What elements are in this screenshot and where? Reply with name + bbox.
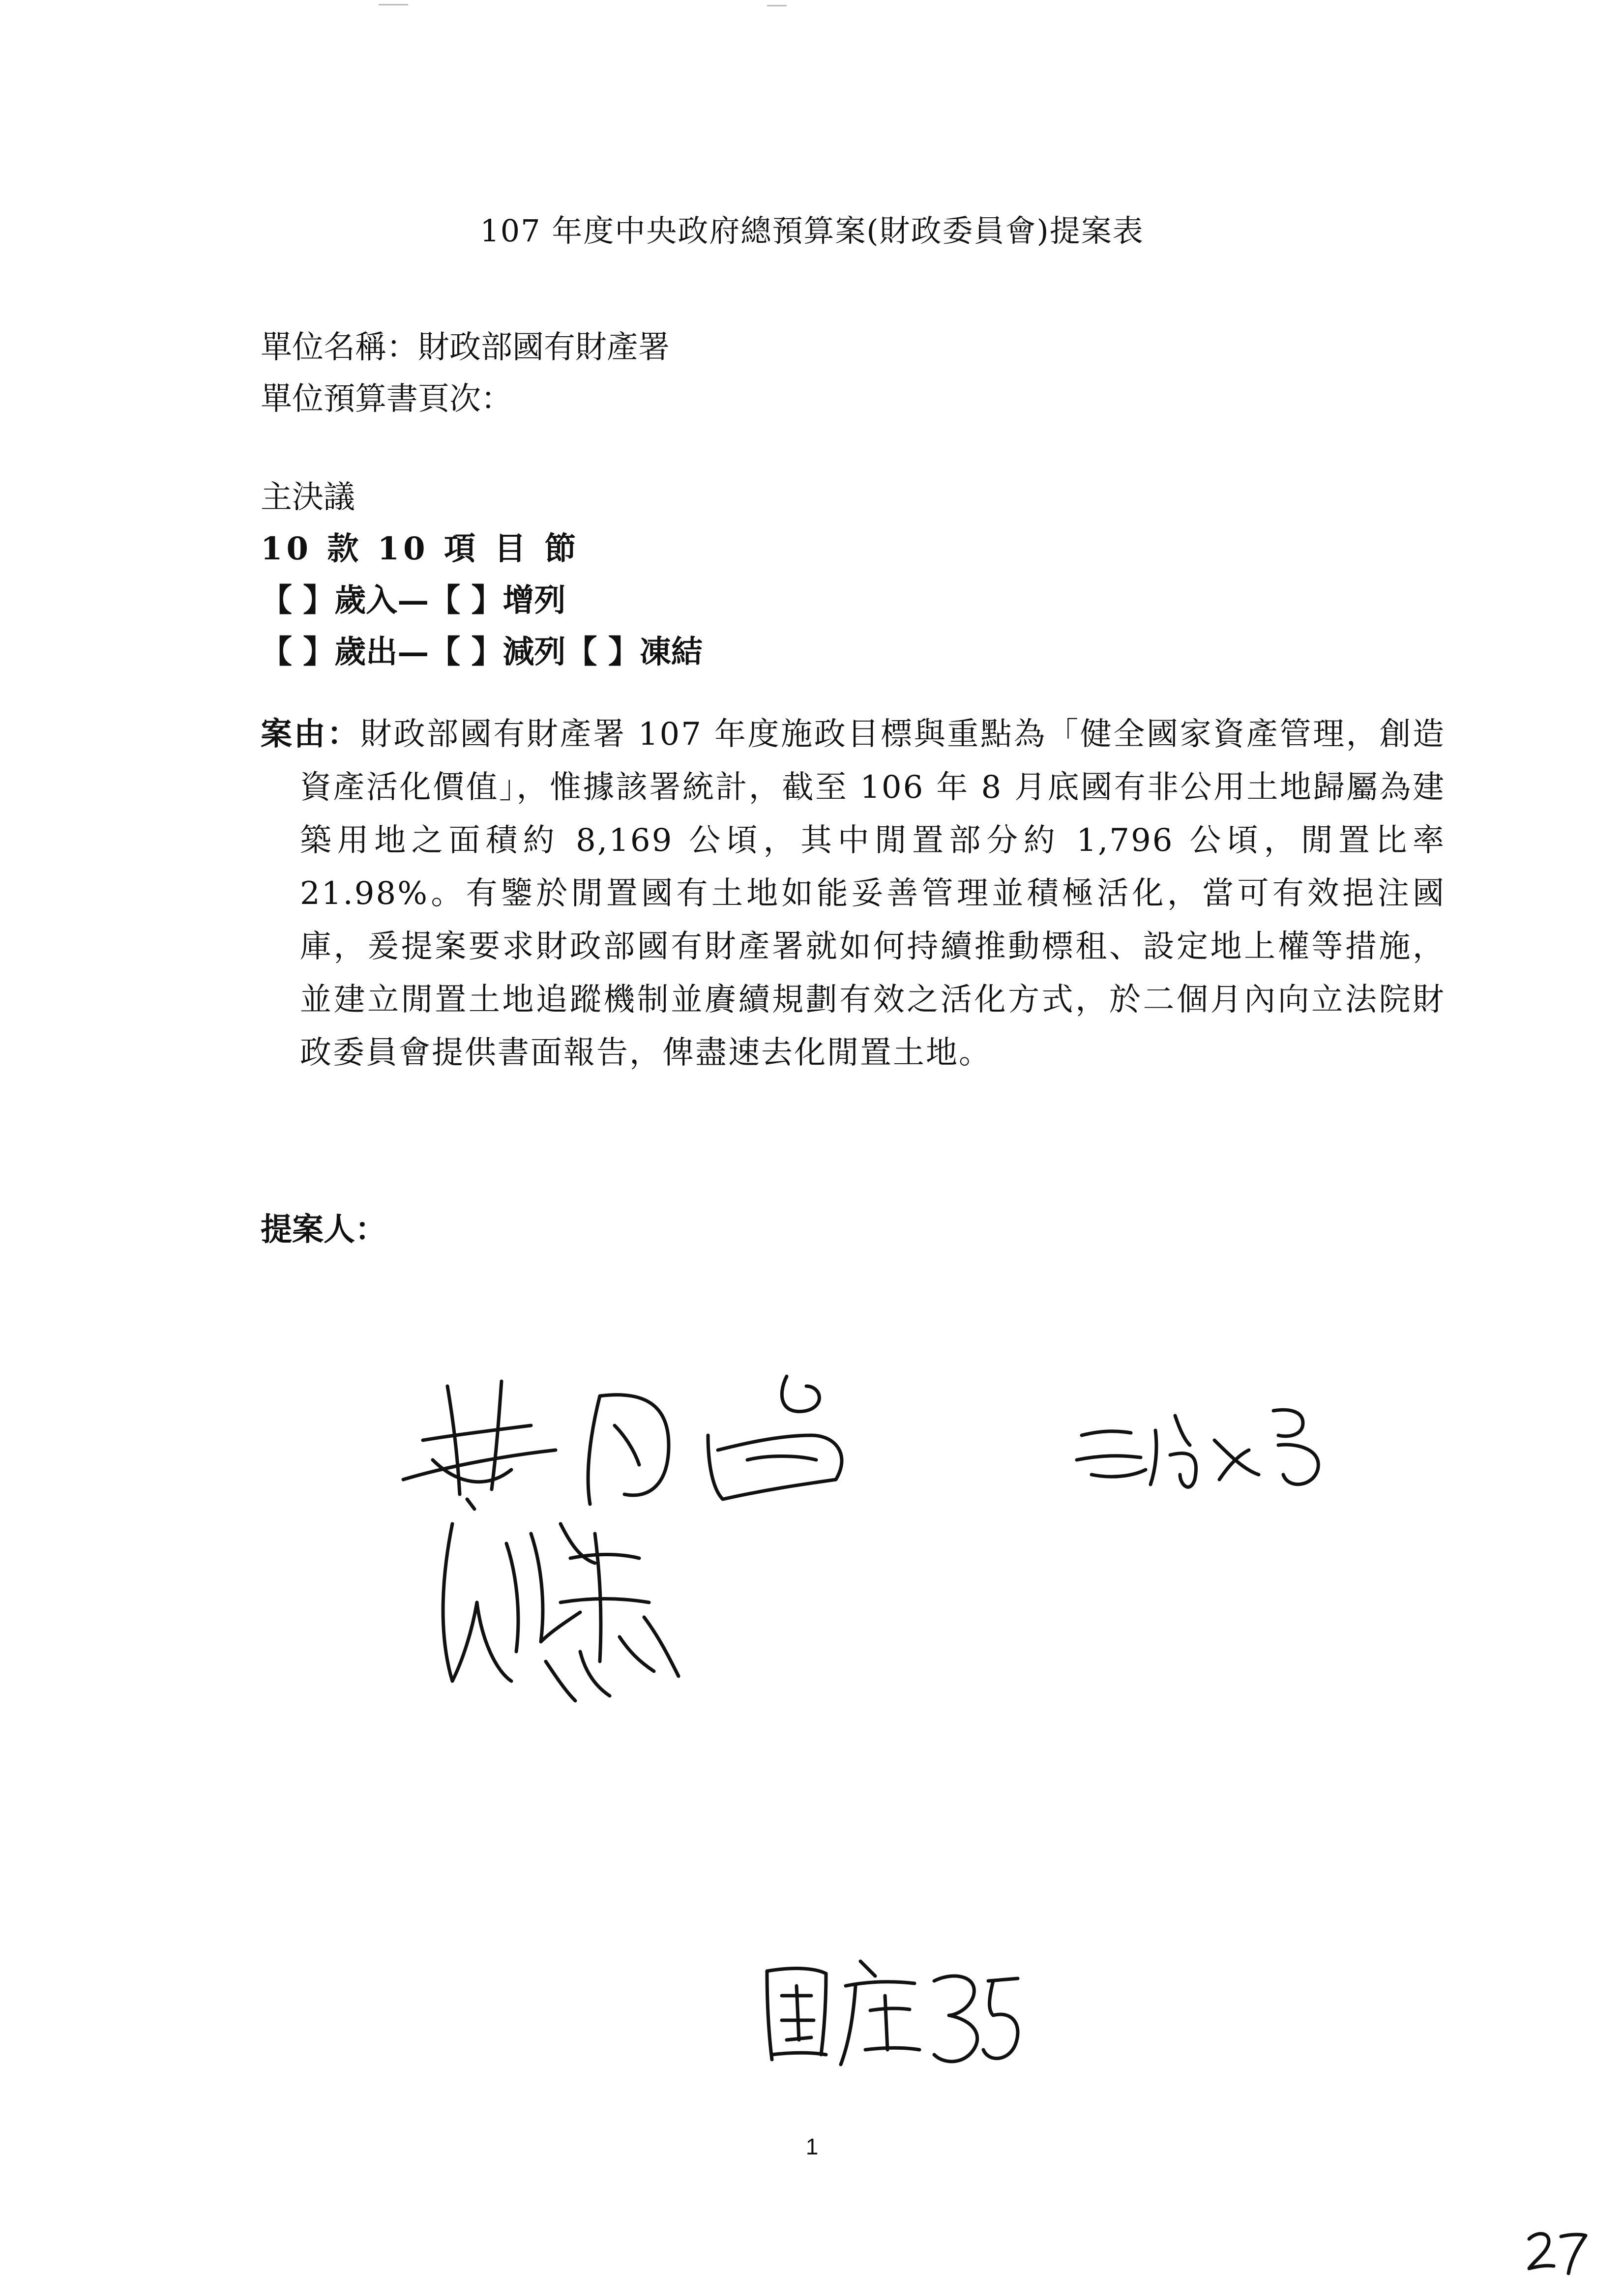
signature	[1072, 1401, 1347, 1499]
item-line: 10 款 10 項 目 節	[261, 530, 580, 567]
scan-mark	[767, 5, 787, 6]
signature	[433, 1514, 708, 1711]
handwritten-note	[757, 1951, 1023, 2069]
proposer-label: 提案人：	[261, 1211, 386, 1248]
signature	[393, 1366, 934, 1514]
unit-name: 單位名稱：財政部國有財產署	[261, 329, 670, 366]
expenditure-line: 【 】歲出—【 】減列【 】凍結	[261, 634, 703, 670]
page-number: 1	[805, 2134, 819, 2159]
budget-page-label: 單位預算書頁次：	[261, 381, 512, 417]
resolution-label: 主決議	[261, 479, 355, 516]
reason-paragraph	[261, 708, 1446, 1079]
reason-label: 案由：	[261, 716, 360, 753]
scan-mark	[379, 4, 408, 5]
handwritten-note-drawing	[757, 1951, 1023, 2069]
corner-number	[1524, 2227, 1588, 2276]
reason-text: 財政部國有財產署 107 年度施政目標與重點為「健全國家資產管理，創造資產活化價值」，惟據該署統計，截至 106 年 8 月底國有非公用土地歸屬為建築用地之面積約 8,169 公頃，其中閒置部分約 1,796 公頃，閒置比率 21.98%。有鑒於閒置國有土地如能妥善管理並積極活化，當可有效挹注國庫，爰提案要求財政部國有財產署就如何持續推動標租、設定地上權等措施，並建立閒置土地追蹤機制並賡續規劃有效之活化方式，於二個月內向立法院財政委員會提供書面報告，俾盡速去化閒置土地。	[300, 716, 1446, 1071]
revenue-line: 【 】歲入—【 】增列	[261, 582, 566, 619]
document-title: 107 年度中央政府總預算案(財政委員會)提案表	[480, 213, 1144, 249]
